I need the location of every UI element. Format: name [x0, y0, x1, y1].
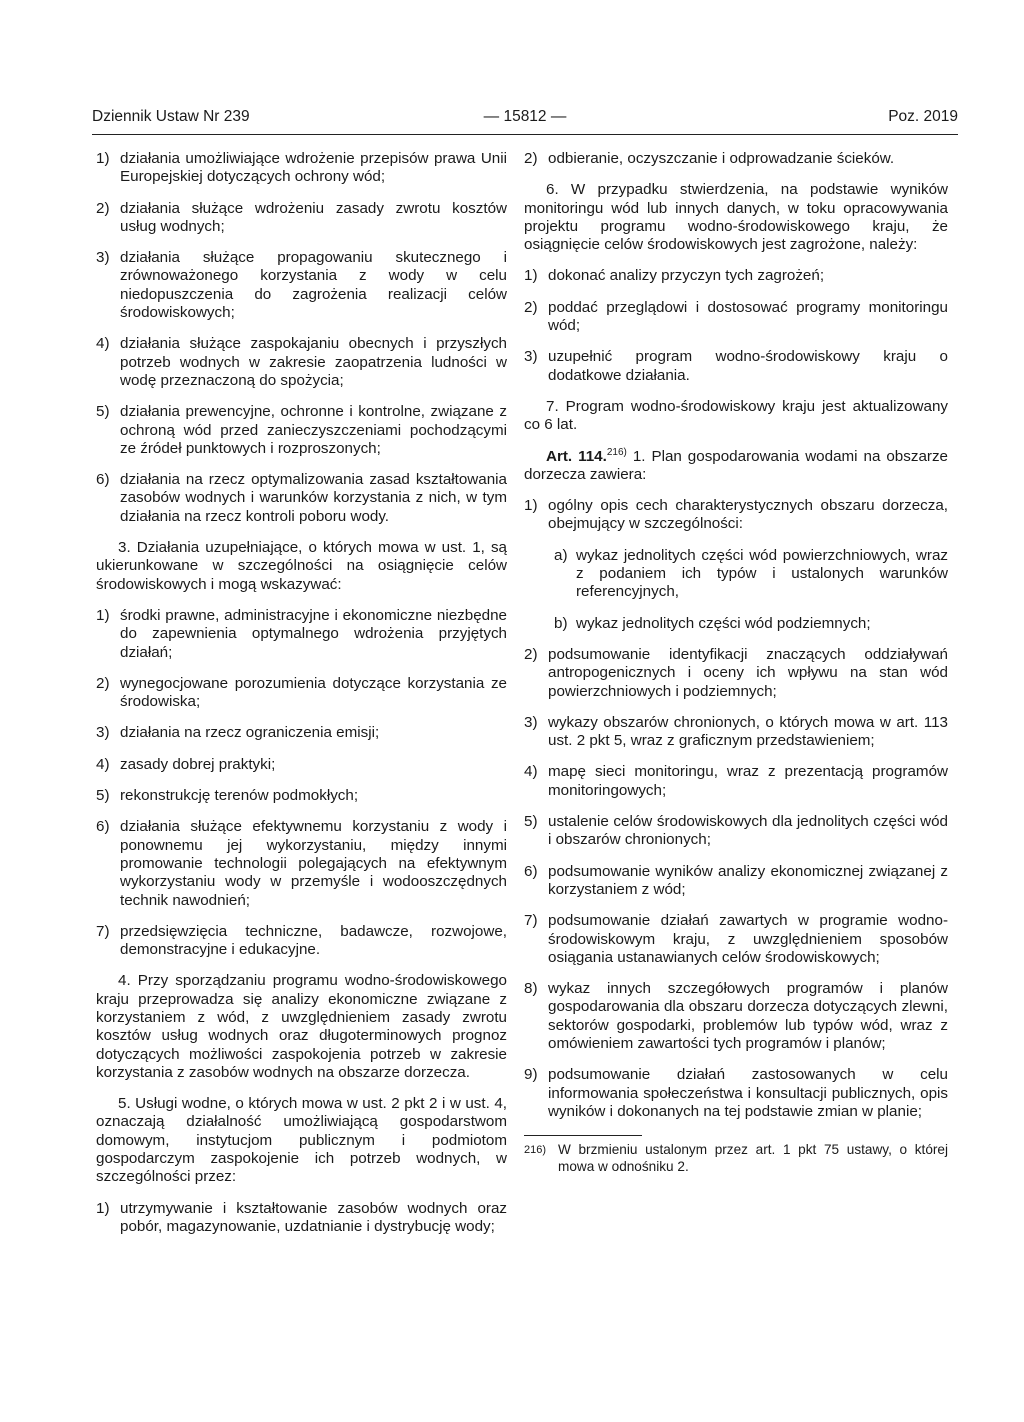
paragraph-7: 7. Program wodno-środowiskowy kraju jest aktualizowany co 6 lat. — [524, 397, 948, 434]
list-item: 5) działania prewencyjne, ochronne i kontrolne, związane z ochroną wód przed zanieczyszczeniami pochodzącymi ze źródeł punktowych i rozproszonych; — [96, 403, 507, 457]
list-item: 1) ogólny opis cech charakterystycznych obszaru dorzecza, obejmujący w szczególności: — [524, 497, 948, 533]
list-item: 2) odbieranie, oczyszczanie i odprowadzanie ścieków. — [524, 150, 895, 167]
list-e — [524, 646, 948, 1121]
list-item: 2) podsumowanie identyfikacji znaczących oddziaływań antropogenicznych i oceny ich wpływu na stan wód powierzchniowych i podziemnych; — [524, 645, 948, 700]
list-item: 3) wykazy obszarów chronionych, o których mowa w art. 113 ust. 2 pkt 5, wraz z graficznym przedstawieniem; — [524, 713, 948, 750]
list-c — [96, 1200, 507, 1237]
list-item: 6) działania służące efektywnemu korzystaniu z wody i ponownemu jej wykorzystaniu, między innymi promowanie technologii polegających na efektywnym wykorzystaniu wody w przemyśle i wodooszczędnych technik nawodnień; — [96, 818, 507, 909]
list-item: 9) podsumowanie działań zastosowanych w celu informowania społeczeństwa i konsultacji publicznych, opis wyników i dokonanych na tej podstawie zmian w planie; — [524, 1066, 948, 1120]
list-item: 7) przedsięwzięcia techniczne, badawcze, rozwojowe, demonstracyjne i edukacyjne. — [96, 922, 507, 959]
list-item: 3) działania na rzecz ograniczenia emisji; — [96, 724, 380, 742]
list-item: 4) zasady dobrej praktyki; — [96, 755, 276, 773]
list-c-continued — [524, 150, 948, 168]
left-column — [96, 150, 507, 1249]
list-item: 4) mapę sieci monitoringu, wraz z prezentacją programów monitoringowych; — [524, 763, 948, 799]
sub-item: b) wykaz jednolitych części wód podziemnych; — [554, 614, 871, 632]
list-item: 1) środki prawne, administracyjne i ekonomiczne niezbędne do zapewnienia optymalnego wdrożenia przyjętych działań; — [96, 606, 507, 661]
list-item: 6) działania na rzecz optymalizowania zasad kształtowania zasobów wodnych i warunków korzystania z nich, w tym działania na rzecz kontroli poboru wody. — [96, 471, 507, 525]
paragraph-3: 3. Działania uzupełniające, o których mowa w ust. 1, są ukierunkowane w szczególności na osiągnięcie celów środowiskowych i mogą wskazywać: — [96, 539, 507, 593]
list-item: 5) rekonstrukcję terenów podmokłych; — [96, 787, 359, 805]
list-item: 5) ustalenie celów środowiskowych dla jednolitych części wód i obszarów chronionych; — [524, 813, 948, 849]
list-b — [96, 607, 507, 959]
article-114 — [524, 448, 948, 485]
position-number: Poz. 2019 — [888, 108, 958, 125]
list-item: 2) wynegocjowane porozumienia dotyczące korzystania ze środowiska; — [96, 674, 507, 711]
paragraph-6: 6. W przypadku stwierdzenia, na podstawie wyników monitoringu wód lub innych danych, w toku opracowywania projektu programu wodno-środowiskowego kraju, że osiągnięcie celów środowiskowych jest zagrożone, należy: — [524, 181, 948, 254]
paragraph-4: 4. Przy sporządzaniu programu wodno-środowiskowego kraju przeprowadza się analizy ekonomiczne związane z korzystaniem z wód, z uwzględnieniem zasady zwrotu kosztów usług wodnych oraz długoterminowych prognoz dotyczących możliwości zaspokojenia potrzeb w zakresie korzystania z zasobów wodnych na obszarze dorzecza. — [96, 972, 507, 1081]
header-rule — [92, 134, 958, 135]
list-item: 7) podsumowanie działań zawartych w programie wodno-środowiskowym kraju, z uwzględnieniem sposobów osiągania ustanawianych celów środowiskowych; — [524, 912, 948, 966]
sub-item: a) wykaz jednolitych części wód powierzchniowych, wraz z podaniem ich typów i ustalonych warunków referencyjnych, — [554, 546, 948, 601]
list-item: 3) działania służące propagowaniu skutecznego i zrównoważonego korzystania z wody w celu niedopuszczenia do zagrożenia realizacji celów środowiskowych; — [96, 249, 507, 322]
right-column — [524, 150, 948, 1175]
article-text: 1. Plan gospodarowania wodami na obszarze dorzecza zawiera: — [524, 447, 948, 483]
list-item: 1) działania umożliwiające wdrożenie przepisów prawa Unii Europejskiej dotyczących ochrony wód; — [96, 150, 507, 186]
list-item: 2) działania służące wdrożeniu zasady zwrotu kosztów usług wodnych; — [96, 199, 507, 235]
list-item: 8) wykaz innych szczegółowych programów i planów gospodarowania dla obszaru dorzecza dotyczących zlewni, sektorów gospodarki, problemów lub typów wód, wraz z omówieniem zawartości tych programów i planów; — [524, 980, 948, 1052]
footnote-number: 216) — [524, 1144, 547, 1157]
list-item: 6) podsumowanie wyników analizy ekonomicznej związanej z korzystaniem z wód; — [524, 862, 948, 898]
list-item: 3) uzupełnić program wodno-środowiskowy kraju o dodatkowe działania. — [524, 348, 948, 384]
list-item: 2) poddać przeglądowi i dostosować programy monitoringu wód; — [524, 298, 948, 335]
list-d — [524, 267, 948, 384]
page-header — [92, 108, 958, 136]
footnote-text: W brzmieniu ustalonym przez art. 1 pkt 75 ustawy, o której mowa w odnośniku 2. — [558, 1142, 948, 1174]
article-label: Art. 114. — [546, 447, 607, 465]
footnote-ref: 216) — [606, 446, 627, 458]
footnote-rule — [524, 1135, 642, 1136]
list-item: 1) dokonać analizy przyczyn tych zagrożeń; — [524, 267, 825, 285]
list-a — [96, 150, 507, 526]
list-item: 4) działania służące zaspokajaniu obecnych i przyszłych potrzeb wodnych w zakresie zaopatrzenia ludności w wodę przeznaczoną do spożycia; — [96, 335, 507, 389]
journal-title: Dziennik Ustaw Nr 239 — [92, 108, 250, 125]
page-number: — 15812 — — [483, 108, 567, 125]
list-item: 1) utrzymywanie i kształtowanie zasobów wodnych oraz pobór, magazynowanie, uzdatnianie i dystrybucję wody; — [96, 1199, 507, 1235]
footnote — [524, 1142, 948, 1175]
paragraph-5: 5. Usługi wodne, o których mowa w ust. 2 pkt 2 i w ust. 4, oznaczają działalność umożliwiającą gospodarstwom domowym, instytucjom publicznym i podmiotom gospodarczym zaspokojenie ich potrzeb wodnych, w szczególności przez: — [96, 1095, 507, 1186]
